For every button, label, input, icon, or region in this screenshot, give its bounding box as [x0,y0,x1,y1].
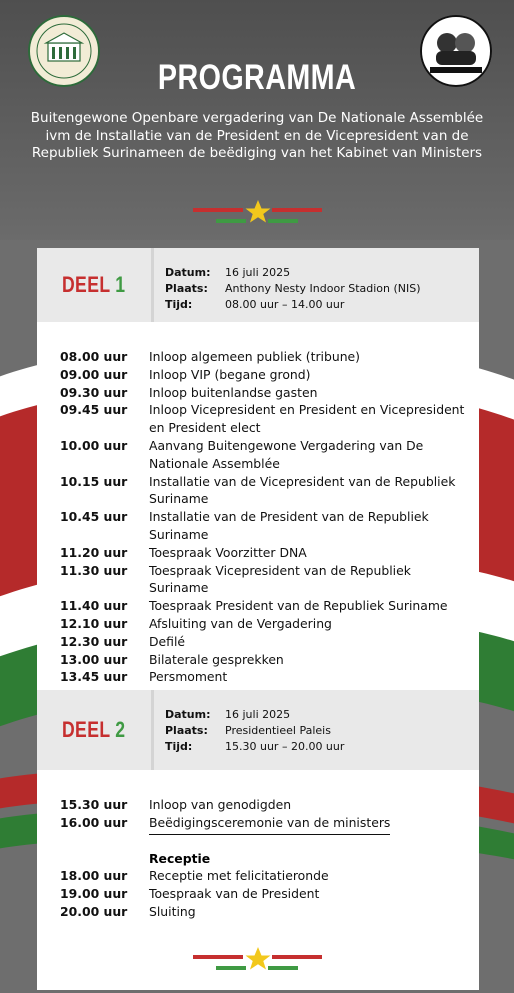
location-value: Anthony Nesty Indoor Stadion (NIS) [225,282,421,295]
schedule-item: 09.00 uur Inloop VIP (begane grond) [60,366,311,382]
schedule-item: 08.00 uur Inloop algemeen publiek (tribune) [60,349,361,364]
date-label: Datum: [165,708,211,721]
schedule-item: 10.15 uur Installatie van de Vicepresident van de Republiek Suriname [60,473,456,507]
deel-2-label: DEEL 2 [62,717,126,742]
schedule-item: 09.30 uur Inloop buitenlandse gasten [60,384,318,400]
schedule-item: 11.40 uur Toespraak President van de Republiek Suriname [60,598,448,614]
schedule-item: 10.00 uur Aanvang Buitengewone Vergadering van De Nationale Assemblée [60,437,424,471]
date-value: 16 juli 2025 [225,708,291,721]
location-label: Plaats: [165,282,208,295]
ceremony-underlined: Beëdigingsceremonie van de ministers [149,814,390,835]
time-value: 08.00 uur – 14.00 uur [225,298,345,311]
date-label: Datum: [165,266,211,279]
schedule-item: 16.00 uur Beëdigingsceremonie van de ministers [37,814,479,835]
schedule-item: 09.45 uur Inloop Vicepresident en President en Vicepresident en President elect [60,402,465,436]
schedule-item: 13.45 uur Persmoment [60,669,228,685]
page-title: PROGRAMMA [157,58,357,97]
schedule-item: 13.00 uur Bilaterale gesprekken [60,651,284,667]
schedule-item: 18.00 uur Receptie met felicitatieronde [60,868,329,884]
schedule-item: 12.30 uur Defilé [60,633,186,649]
deel-1-schedule [37,348,479,686]
deel-2-details [165,707,344,755]
time-value: 15.30 uur – 20.00 uur [225,740,345,753]
flag-divider-bottom [0,945,514,975]
schedule-item: 15.30 uur Inloop van genodigden [60,797,292,812]
deel-1-label: DEEL 1 [62,272,126,297]
deel-1-label-box [37,248,154,322]
deel-1-card [37,248,479,690]
location-value: Presidentieel Paleis [225,724,331,737]
deel-2-schedule [37,796,479,921]
deel-2-label-box [37,690,154,770]
schedule-item: 19.00 uur Toespraak van de President [60,886,320,902]
deel-2-header [37,690,479,770]
date-value: 16 juli 2025 [225,266,291,279]
page-subtitle: Buitengewone Openbare vergadering van De Nationale Assemblée ivm de Installatie van de President en de Vicepresident van de Republiek Surinameen de beëdiging van het Kabinet van Ministers [30,110,484,161]
deel-1-details [165,265,421,313]
flag-divider-top [0,198,514,228]
schedule-item: 20.00 uur Sluiting [60,903,196,919]
reception-heading: Receptie [149,850,211,866]
time-label: Tijd: [165,740,193,753]
time-label: Tijd: [165,298,193,311]
deel-1-header [37,248,479,322]
location-label: Plaats: [165,724,208,737]
schedule-item: 12.10 uur Afsluiting van de Vergadering [60,615,332,631]
schedule-item: 10.45 uur Installatie van de President van de Republiek Suriname [60,509,429,542]
schedule-item: 11.20 uur Toespraak Voorzitter DNA [60,544,307,560]
schedule-item: 11.30 uur Toespraak Vicepresident van de Republiek Suriname [60,562,411,596]
